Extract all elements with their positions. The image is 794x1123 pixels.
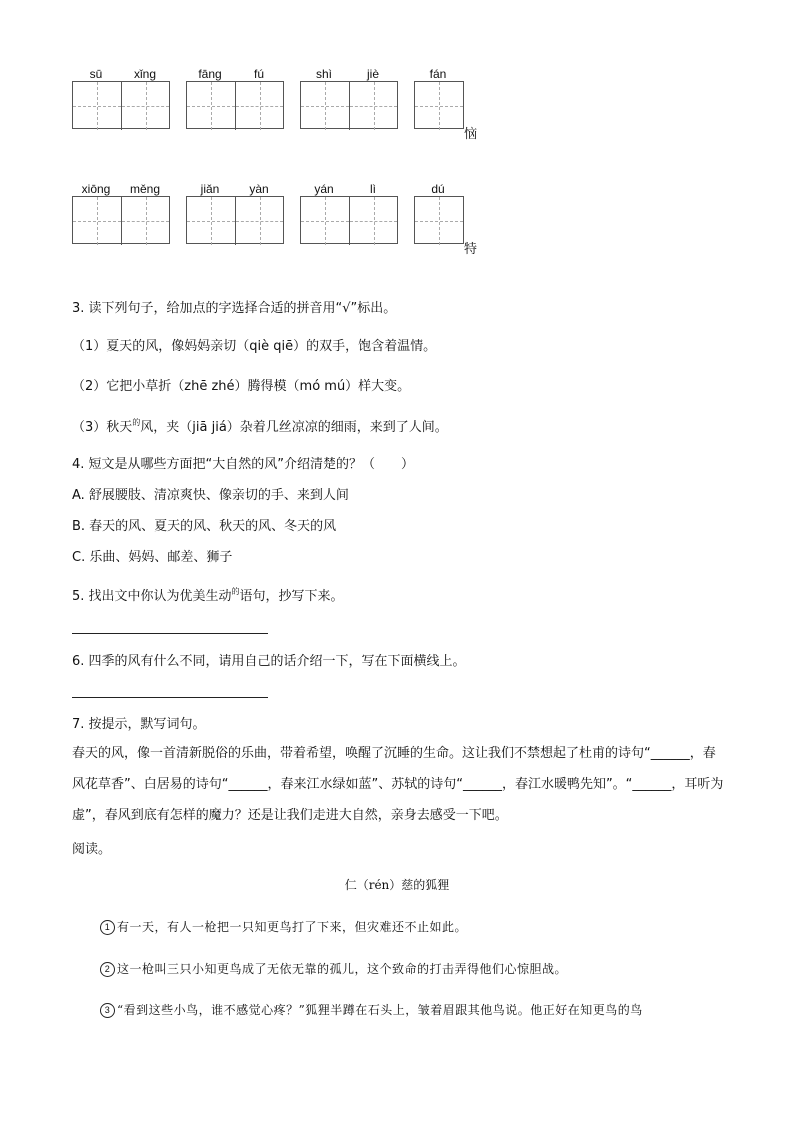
story-paragraph-3 [100,1001,643,1018]
writing-grid[interactable] [300,196,398,244]
small-character: 的 [132,418,141,427]
pinyin-label: fāng [198,67,222,81]
grid-cell[interactable] [235,197,283,245]
grid-cell[interactable] [235,82,283,130]
paragraph-text: 这一枪叫三只小知更鸟成了无依无靠的孤儿，这个致命的打击弄得他们心惊胆战。 [117,962,568,976]
option-a[interactable]: A. 舒展腰肢、清凉爽快、像亲切的手、来到人间 [72,488,349,503]
grid-cell[interactable] [415,197,463,245]
pinyin-label: xiōng [81,182,111,196]
question-3-sentence-1: （1）夏天的风，像妈妈亲切（qiè qiē）的双手，饱含着温情。 [72,339,437,354]
grid-cell[interactable] [187,82,235,130]
paragraph-number: 1 [100,920,115,935]
grid-cell[interactable] [301,197,349,245]
question-3-sentence-2: （2）它把小草折（zhē zhé）腾得模（mó mú）样大变。 [72,379,411,394]
pinyin-label: jiǎn [200,182,220,196]
writing-grid[interactable] [186,81,284,129]
writing-grid[interactable] [186,196,284,244]
story-paragraph-2 [100,960,567,977]
grid-cell[interactable] [415,82,463,130]
answer-line[interactable] [72,697,268,698]
question-3-sentence-3 [72,416,448,435]
question-7-prompt: 7. 按提示，默写词句。 [72,717,206,732]
pinyin-label: sū [89,67,103,81]
pinyin-label: yàn [249,182,269,196]
pinyin-label: fán [429,67,447,81]
grid-cell[interactable] [187,197,235,245]
option-b[interactable]: B. 春天的风、夏天的风、秋天的风、冬天的风 [72,519,337,534]
writing-grid[interactable] [300,81,398,129]
question-4-prompt: 4. 短文是从哪些方面把“大自然的风”介绍清楚的？（ ） [72,457,415,472]
trailing-character: 恼 [464,127,478,142]
pinyin-label: shì [315,67,332,81]
prompt-part: 语句，抄写下来。 [239,589,344,604]
question-7-passage: 春天的风，像一首清新脱俗的乐曲，带着希望，唤醒了沉睡的生命。这让我们不禁想起了杜甫的诗句“______，春风花草香”、白居易的诗句“______，春来江水绿如蓝”、苏轼的诗句“______，春江水暖鸭先知”。“______，耳听为虚”，春风到底有怎样的魔力？还是让我们走进大自然，亲身去感受一下吧。 [72,746,724,823]
paragraph-text: “看到这些小鸟，谁不感觉心疼？”狐狸半蹲在石头上，皱着眉跟其他鸟说。他正好在知更鸟的鸟 [117,1003,643,1017]
grid-cell[interactable] [301,82,349,130]
question-5-prompt [72,585,344,604]
paragraph-text: 有一天，有人一枪把一只知更鸟打了下来，但灾难还不止如此。 [117,920,468,934]
pinyin-label: yán [314,182,334,196]
paragraph-number: 2 [100,962,115,977]
pinyin-label: jiè [366,67,379,81]
question-3-prompt: 3. 读下列句子，给加点的字选择合适的拼音用“√”标出。 [72,301,397,316]
pinyin-label: xǐng [133,67,156,81]
grid-cell[interactable] [73,197,121,245]
trailing-character: 特 [464,242,478,257]
answer-line[interactable] [72,633,268,634]
story-paragraph-1 [100,918,467,935]
story-title: 仁（rén）慈的狐狸 [344,878,450,892]
grid-cell[interactable] [121,82,169,130]
option-c[interactable]: C. 乐曲、妈妈、邮差、狮子 [72,550,233,565]
grid-cell[interactable] [73,82,121,130]
pinyin-label: dú [431,182,445,196]
question-6-prompt: 6. 四季的风有什么不同，请用自己的话介绍一下，写在下面横线上。 [72,654,466,669]
writing-grid[interactable] [414,196,464,244]
pinyin-label: lì [370,182,376,196]
writing-grid[interactable] [72,196,170,244]
writing-grid[interactable] [72,81,170,129]
sentence-part: 风，夹（jiā jiá）杂着几丝凉凉的细雨，来到了人间。 [140,420,448,435]
grid-cell[interactable] [349,197,397,245]
writing-grid[interactable] [414,81,464,129]
pinyin-label: měng [129,182,161,196]
small-character: 的 [231,587,240,596]
grid-cell[interactable] [121,197,169,245]
grid-cell[interactable] [349,82,397,130]
sentence-part: （3）秋天 [72,420,133,435]
paragraph-number: 3 [100,1003,115,1018]
pinyin-label: fú [253,67,264,81]
prompt-part: 5. 找出文中你认为优美生动 [72,589,232,604]
reading-label: 阅读。 [72,842,112,857]
